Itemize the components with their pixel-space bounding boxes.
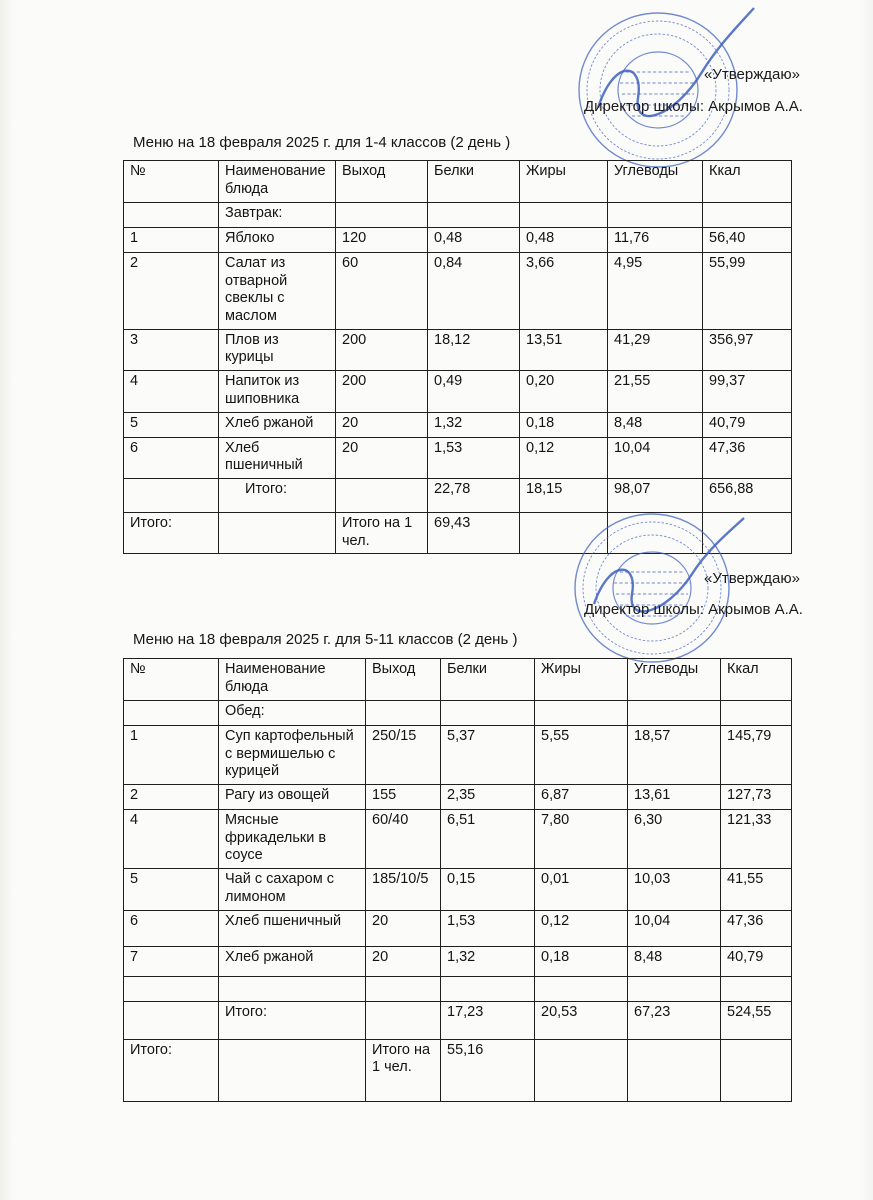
column-header: Выход <box>366 659 441 701</box>
table-cell: 20 <box>366 910 441 946</box>
table-cell: Мясные фрикадельки в соусе <box>219 810 366 869</box>
table-cell: Хлеб ржаной <box>219 412 336 437</box>
table-cell: 60 <box>336 253 428 330</box>
menu1-title: Меню на 18 февраля 2025 г. для 1-4 классов (2 день ) <box>133 134 511 151</box>
table-cell: 47,36 <box>721 910 792 946</box>
column-header: № <box>124 161 219 203</box>
table-cell: 3 <box>124 329 219 370</box>
table-cell <box>124 478 219 512</box>
table-cell: Итого: <box>219 1001 366 1039</box>
table-cell: 8,48 <box>608 412 703 437</box>
table-cell: 5,55 <box>535 726 628 785</box>
table-cell: 67,23 <box>628 1001 721 1039</box>
table-row <box>124 701 792 726</box>
table-cell: 7,80 <box>535 810 628 869</box>
table-cell <box>219 976 366 1001</box>
table-cell: 20 <box>336 437 428 478</box>
table-cell <box>608 512 703 553</box>
table-cell: 0,48 <box>520 228 608 253</box>
table-cell <box>535 976 628 1001</box>
table-cell: 1,32 <box>441 946 535 976</box>
table-cell <box>366 976 441 1001</box>
table-row <box>124 371 792 412</box>
header-row <box>124 161 792 203</box>
column-header: Белки <box>428 161 520 203</box>
menu1-table <box>123 160 792 554</box>
table-cell: 8,48 <box>628 946 721 976</box>
table-cell: 10,03 <box>628 869 721 910</box>
table-cell: 18,15 <box>520 478 608 512</box>
round-stamp-icon <box>556 0 766 186</box>
column-header: Наименование блюда <box>219 161 336 203</box>
table-cell: 1 <box>124 228 219 253</box>
table-cell <box>535 701 628 726</box>
table-row <box>124 329 792 370</box>
table-cell <box>441 701 535 726</box>
table-cell: 60/40 <box>366 810 441 869</box>
table-cell <box>124 701 219 726</box>
table-cell: 47,36 <box>703 437 792 478</box>
table-cell <box>520 203 608 228</box>
table-cell: 155 <box>366 785 441 810</box>
table-cell: 1 <box>124 726 219 785</box>
table-cell <box>628 976 721 1001</box>
table-cell: Итого на 1 чел. <box>336 512 428 553</box>
table-cell: 121,33 <box>721 810 792 869</box>
menu2-table <box>123 658 792 1102</box>
table-row <box>124 946 792 976</box>
table-cell: 13,61 <box>628 785 721 810</box>
table-cell <box>535 1039 628 1101</box>
table-cell: 6,87 <box>535 785 628 810</box>
table-row <box>124 726 792 785</box>
table-cell: 0,84 <box>428 253 520 330</box>
table-cell: Обед: <box>219 701 366 726</box>
table-cell: Хлеб пшеничный <box>219 910 366 946</box>
table-cell <box>608 203 703 228</box>
table-cell: Итого: <box>124 512 219 553</box>
table-cell <box>628 1039 721 1101</box>
table-cell: 41,55 <box>721 869 792 910</box>
table-cell: 0,48 <box>428 228 520 253</box>
column-header: Жиры <box>520 161 608 203</box>
table-cell: Чай с сахаром с лимоном <box>219 869 366 910</box>
table-row <box>124 253 792 330</box>
table-cell: 20,53 <box>535 1001 628 1039</box>
table-cell: 40,79 <box>721 946 792 976</box>
table-cell: 55,99 <box>703 253 792 330</box>
table-cell: 5,37 <box>441 726 535 785</box>
table-cell: Хлеб ржаной <box>219 946 366 976</box>
menu2-title: Меню на 18 февраля 2025 г. для 5-11 классов (2 день ) <box>133 631 518 648</box>
table-cell: 6 <box>124 910 219 946</box>
column-header: Выход <box>336 161 428 203</box>
table-cell: Хлеб пшеничный <box>219 437 336 478</box>
table-cell <box>428 203 520 228</box>
table-cell: 2,35 <box>441 785 535 810</box>
table-cell <box>366 1001 441 1039</box>
table-cell: 0,12 <box>520 437 608 478</box>
table-cell: 40,79 <box>703 412 792 437</box>
table-cell: Напиток из шиповника <box>219 371 336 412</box>
director-label: Директор школы: Акрымов А.А. <box>584 601 803 618</box>
table-cell: 4,95 <box>608 253 703 330</box>
table-cell: 69,43 <box>428 512 520 553</box>
table-cell <box>124 203 219 228</box>
column-header: Наименование блюда <box>219 659 366 701</box>
table-cell: Плов из курицы <box>219 329 336 370</box>
table-cell: 55,16 <box>441 1039 535 1101</box>
table-cell: Итого: <box>124 1039 219 1101</box>
table-cell <box>366 701 441 726</box>
table-cell: 10,04 <box>628 910 721 946</box>
table-cell <box>219 1039 366 1101</box>
table-cell: Итого: <box>219 478 336 512</box>
table-cell: 5 <box>124 412 219 437</box>
table-cell: 18,57 <box>628 726 721 785</box>
header-row <box>124 659 792 701</box>
table-cell <box>721 976 792 1001</box>
table-row <box>124 512 792 553</box>
table-cell: Суп картофельный с вермишелью с курицей <box>219 726 366 785</box>
column-header: Белки <box>441 659 535 701</box>
column-header: Ккал <box>721 659 792 701</box>
table-cell: Салат из отварной свеклы с маслом <box>219 253 336 330</box>
table-row <box>124 228 792 253</box>
table-cell: 1,53 <box>428 437 520 478</box>
table-cell: 145,79 <box>721 726 792 785</box>
column-header: № <box>124 659 219 701</box>
table-cell: 20 <box>366 946 441 976</box>
table-cell: 0,20 <box>520 371 608 412</box>
table-cell: 18,12 <box>428 329 520 370</box>
table-cell: Итого на 1 чел. <box>366 1039 441 1101</box>
table-cell: 41,29 <box>608 329 703 370</box>
table-cell: 1,32 <box>428 412 520 437</box>
table-cell: 656,88 <box>703 478 792 512</box>
table-cell: 6 <box>124 437 219 478</box>
approve-label: «Утверждаю» <box>704 570 800 587</box>
table-cell: 250/15 <box>366 726 441 785</box>
table-cell <box>520 512 608 553</box>
table-row <box>124 412 792 437</box>
table-cell: 6,30 <box>628 810 721 869</box>
table-cell: 13,51 <box>520 329 608 370</box>
table-cell: 200 <box>336 329 428 370</box>
table-row <box>124 1001 792 1039</box>
table-cell <box>219 512 336 553</box>
table-row <box>124 437 792 478</box>
table-cell: 0,18 <box>535 946 628 976</box>
table-cell: 5 <box>124 869 219 910</box>
table-row <box>124 478 792 512</box>
table-row <box>124 785 792 810</box>
table-cell <box>336 203 428 228</box>
table-cell: 0,12 <box>535 910 628 946</box>
table-cell: 0,15 <box>441 869 535 910</box>
table-cell: 10,04 <box>608 437 703 478</box>
table-cell <box>124 1001 219 1039</box>
table-cell: 524,55 <box>721 1001 792 1039</box>
table-cell: 56,40 <box>703 228 792 253</box>
table-cell <box>336 478 428 512</box>
table-cell <box>721 1039 792 1101</box>
table-cell: 98,07 <box>608 478 703 512</box>
table-cell: 127,73 <box>721 785 792 810</box>
table-cell <box>703 512 792 553</box>
table-cell: 0,01 <box>535 869 628 910</box>
table-cell: 185/10/5 <box>366 869 441 910</box>
table-cell: Завтрак: <box>219 203 336 228</box>
table-cell: 0,18 <box>520 412 608 437</box>
approve-label: «Утверждаю» <box>704 66 800 83</box>
table-row <box>124 976 792 1001</box>
table-cell <box>441 976 535 1001</box>
column-header: Жиры <box>535 659 628 701</box>
table-cell: 4 <box>124 810 219 869</box>
table-cell: 120 <box>336 228 428 253</box>
column-header: Ккал <box>703 161 792 203</box>
column-header: Углеводы <box>608 161 703 203</box>
table-cell: 4 <box>124 371 219 412</box>
table-cell: 356,97 <box>703 329 792 370</box>
table-cell: 21,55 <box>608 371 703 412</box>
table-cell: Яблоко <box>219 228 336 253</box>
column-header: Углеводы <box>628 659 721 701</box>
table-row <box>124 203 792 228</box>
table-cell <box>124 976 219 1001</box>
table-cell: 22,78 <box>428 478 520 512</box>
table-cell: 99,37 <box>703 371 792 412</box>
table-cell: 20 <box>336 412 428 437</box>
table-cell: 2 <box>124 785 219 810</box>
table-cell: 3,66 <box>520 253 608 330</box>
table-row <box>124 910 792 946</box>
table-cell: Рагу из овощей <box>219 785 366 810</box>
director-label: Директор школы: Акрымов А.А. <box>584 98 803 115</box>
table-row <box>124 869 792 910</box>
table-cell: 200 <box>336 371 428 412</box>
table-cell <box>628 701 721 726</box>
table-cell: 11,76 <box>608 228 703 253</box>
table-cell: 0,49 <box>428 371 520 412</box>
table-cell <box>721 701 792 726</box>
table-cell: 17,23 <box>441 1001 535 1039</box>
table-cell: 6,51 <box>441 810 535 869</box>
table-row <box>124 1039 792 1101</box>
table-cell <box>703 203 792 228</box>
table-cell: 7 <box>124 946 219 976</box>
table-cell: 1,53 <box>441 910 535 946</box>
table-row <box>124 810 792 869</box>
table-cell: 2 <box>124 253 219 330</box>
